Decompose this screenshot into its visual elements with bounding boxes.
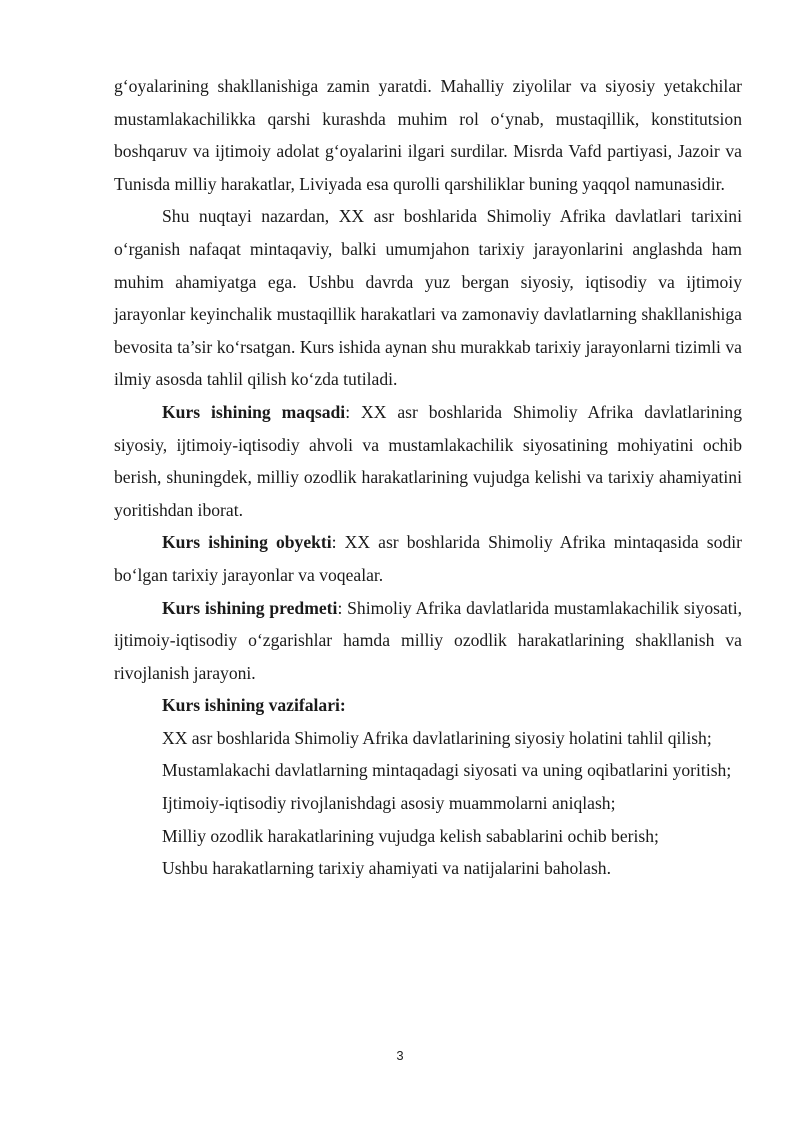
document-page [114, 70, 742, 885]
paragraph-object [114, 526, 742, 591]
task-item: Ushbu harakatlarning tarixiy ahamiyati va natijalarini baholash. [162, 858, 611, 879]
task-item: Ijtimoiy-iqtisodiy rivojlanishdagi asosiy muammolarni aniqlash; [162, 793, 616, 814]
goal-label: Kurs ishining maqsadi [162, 401, 346, 422]
subject-text: : Shimoliy Afrika davlatlarida mustamlakachilik siyosati, ijtimoiy-iqtisodiy o‘zgarishlar hamda milliy ozodlik harakatlarining shakllanish va rivojlanish jarayoni. [114, 597, 742, 683]
goal-text: : XX asr boshlarida Shimoliy Afrika davlatlarining siyosiy, ijtimoiy-iqtisodiy ahvoli va mustamlakachilik siyosatining mohiyatini ochib berish, shuningdek, milliy ozodlik harakatlarining vujudga kelishi va tarixiy ahamiyatini yoritishdan iborat. [114, 401, 742, 520]
paragraph-intro-continuation: g‘oyalarining shakllanishiga zamin yaratdi. Mahalliy ziyolilar va siyosiy yetakchilar mustamlakachilikka qarshi kurashda muhim rol o‘ynab, mustaqillik, konstitutsion boshqaruv va ijtimoiy adolat g‘oyalarini ilgari surdilar. Misrda Vafd partiyasi, Jazoir va Tunisda milliy harakatlar, Liviyada esa qurolli qarshiliklar buning yaqqol namunasidir. [114, 76, 742, 194]
paragraph-subject [114, 592, 742, 690]
subject-label: Kurs ishining predmeti [162, 597, 338, 618]
page-number: 3 [396, 1048, 404, 1063]
task-item: Mustamlakachi davlatlarning mintaqadagi siyosati va uning oqibatlarini yoritish; [162, 760, 732, 781]
paragraph-goal [114, 396, 742, 526]
object-label: Kurs ishining obyekti [162, 532, 332, 553]
object-text: : XX asr boshlarida Shimoliy Afrika mintaqasida sodir bo‘lgan tarixiy jarayonlar va voqealar. [114, 532, 742, 585]
task-item: Milliy ozodlik harakatlarining vujudga kelish sabablarini ochib berish; [162, 825, 659, 846]
task-item: XX asr boshlarida Shimoliy Afrika davlatlarining siyosiy holatini tahlil qilish; [162, 727, 712, 748]
tasks-heading: Kurs ishining vazifalari: [162, 695, 346, 716]
paragraph-relevance: Shu nuqtayi nazardan, XX asr boshlarida Shimoliy Afrika davlatlari tarixini o‘rganish nafaqat mintaqaviy, balki umumjahon tarixiy jarayonlarini anglashda ham muhim ahamiyatga ega. Ushbu davrda yuz bergan siyosiy, iqtisodiy va ijtimoiy jarayonlar keyinchalik mustaqillik harakatlari va zamonaviy davlatlarning shakllanishiga bevosita ta’sir ko‘rsatgan. Kurs ishida aynan shu murakkab tarixiy jarayonlarni tizimli va ilmiy asosda tahlil qilish ko‘zda tutiladi. [114, 206, 742, 390]
